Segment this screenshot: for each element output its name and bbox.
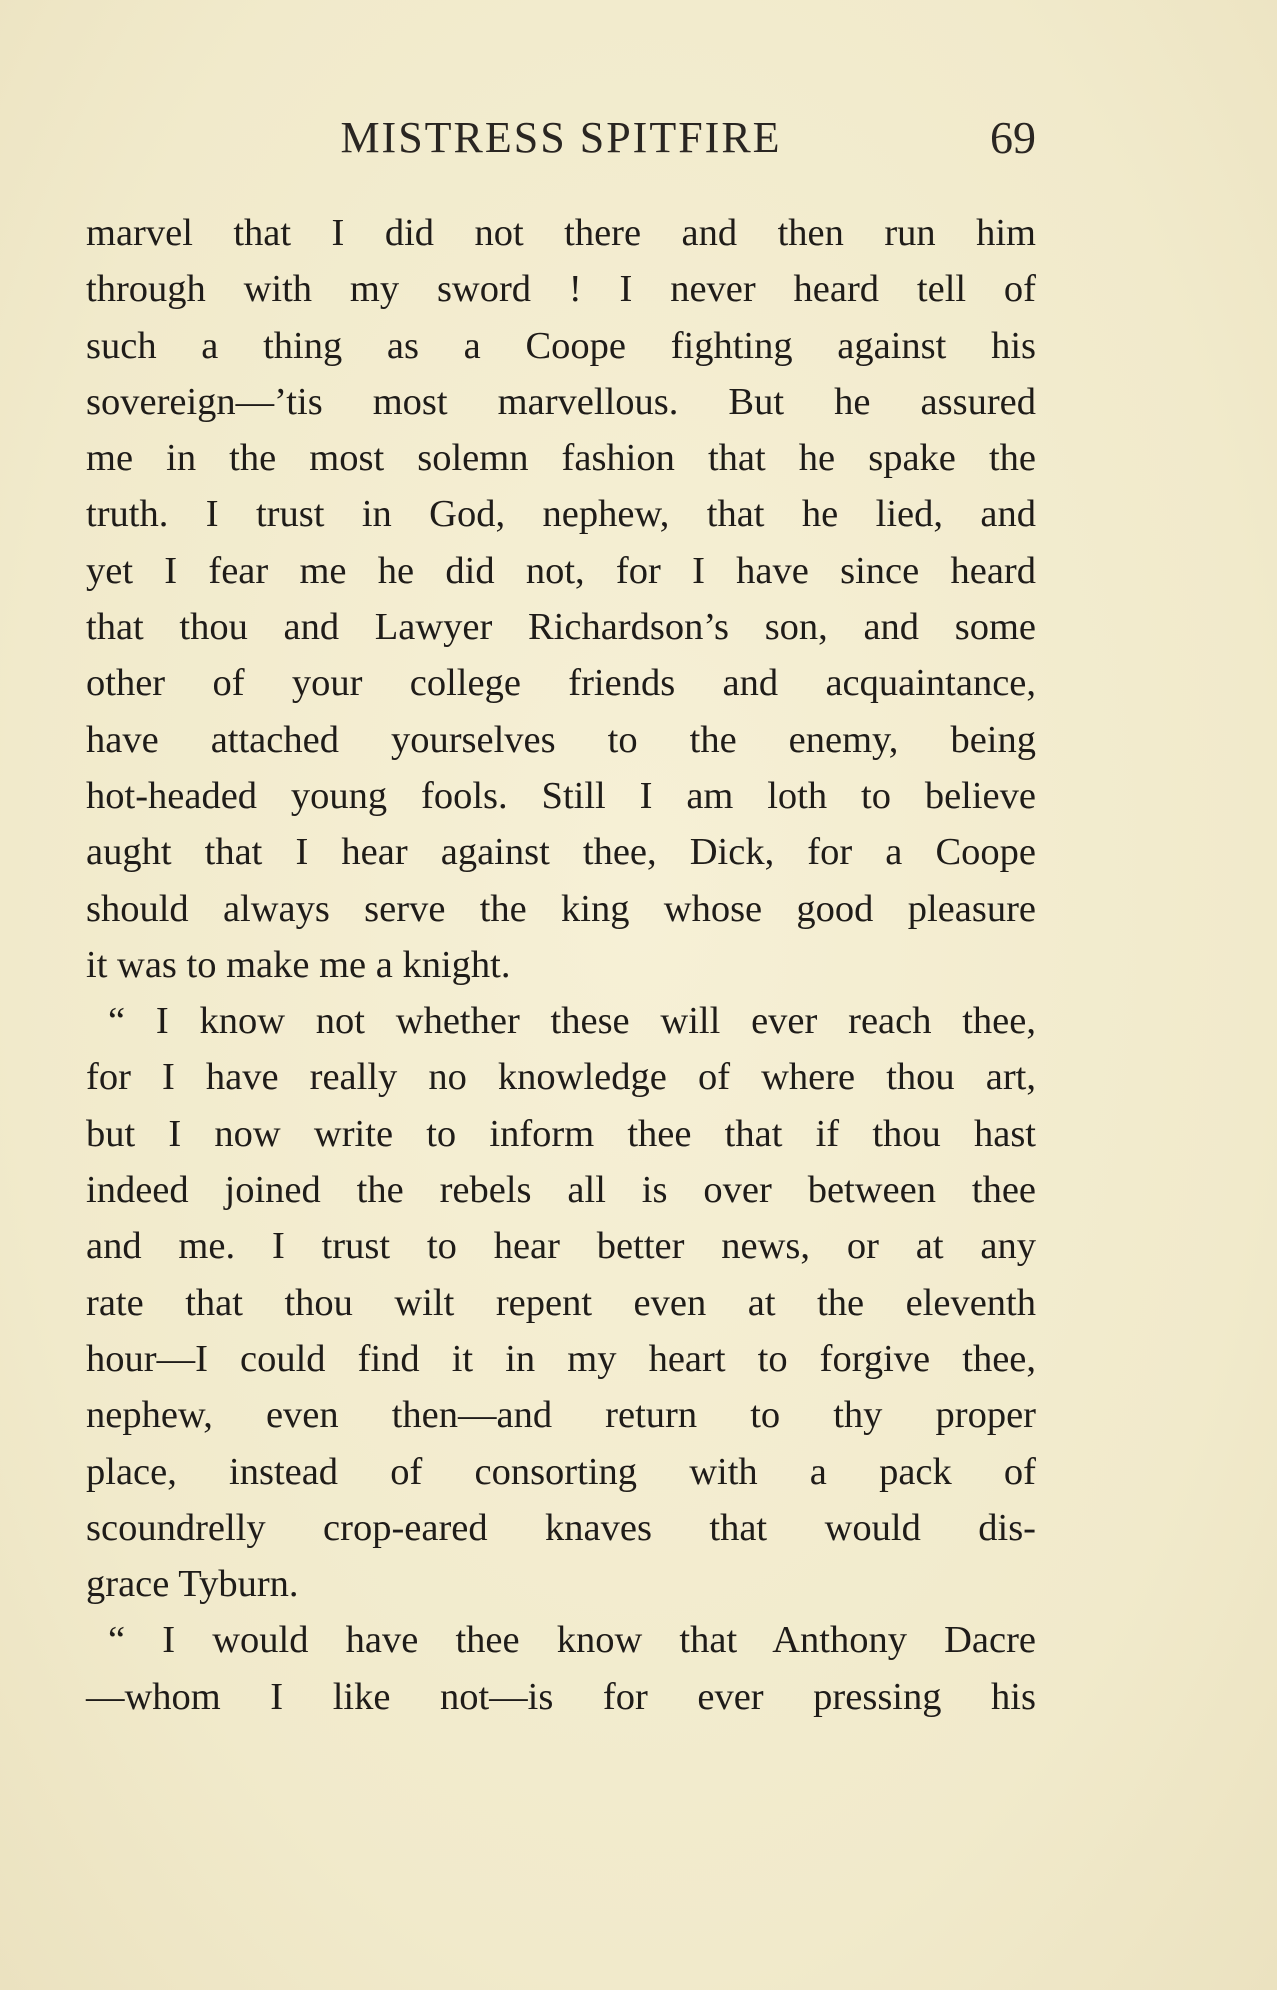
text-line: through with my sword ! I never heard tell of (86, 268, 1036, 311)
text-line: and me. I trust to hear better news, or at any (86, 1225, 1036, 1268)
text-line: indeed joined the rebels all is over between thee (86, 1169, 1036, 1212)
running-head (86, 108, 1036, 168)
text-line: other of your college friends and acquaintance, (86, 662, 1036, 705)
page-number: 69 (990, 112, 1036, 163)
text-line: nephew, even then—and return to thy proper (86, 1394, 1036, 1437)
text-line: should always serve the king whose good pleasure (86, 887, 1036, 930)
text-line: truth. I trust in God, nephew, that he lied, and (86, 493, 1036, 536)
text-line: me in the most solemn fashion that he spake the (86, 437, 1036, 480)
text-line: have attached yourselves to the enemy, being (86, 718, 1036, 761)
text-line: grace Tyburn. (86, 1563, 299, 1606)
text-line: rate that thou wilt repent even at the eleventh (86, 1281, 1036, 1324)
text-line: hot-headed young fools. Still I am loth to believe (86, 774, 1036, 817)
body-text (86, 205, 1036, 1725)
text-line: hour—I could find it in my heart to forgive thee, (86, 1337, 1036, 1380)
text-line: that thou and Lawyer Richardson’s son, and some (86, 606, 1036, 649)
text-line: marvel that I did not there and then run him (86, 212, 1036, 254)
text-line: but I now write to inform thee that if thou hast (86, 1112, 1036, 1155)
text-line: for I have really no knowledge of where thou art, (86, 1056, 1036, 1099)
text-line: sovereign—’tis most marvellous. But he assured (86, 380, 1036, 423)
text-line: it was to make me a knight. (86, 943, 511, 986)
text-line: place, instead of consorting with a pack of (86, 1450, 1036, 1493)
text-line: —whom I like not—is for ever pressing his (86, 1675, 1036, 1718)
running-title: MISTRESS SPITFIRE (340, 113, 782, 162)
text-line: “ I would have thee know that Anthony Dacre (108, 1619, 1036, 1662)
text-line: aught that I hear against thee, Dick, for a Coope (86, 831, 1036, 874)
text-line: such a thing as a Coope fighting against his (86, 324, 1036, 367)
text-line: scoundrelly crop-eared knaves that would dis- (86, 1506, 1036, 1549)
text-line: yet I fear me he did not, for I have since heard (86, 549, 1036, 592)
text-line: “ I know not whether these will ever reach thee, (108, 1000, 1036, 1043)
